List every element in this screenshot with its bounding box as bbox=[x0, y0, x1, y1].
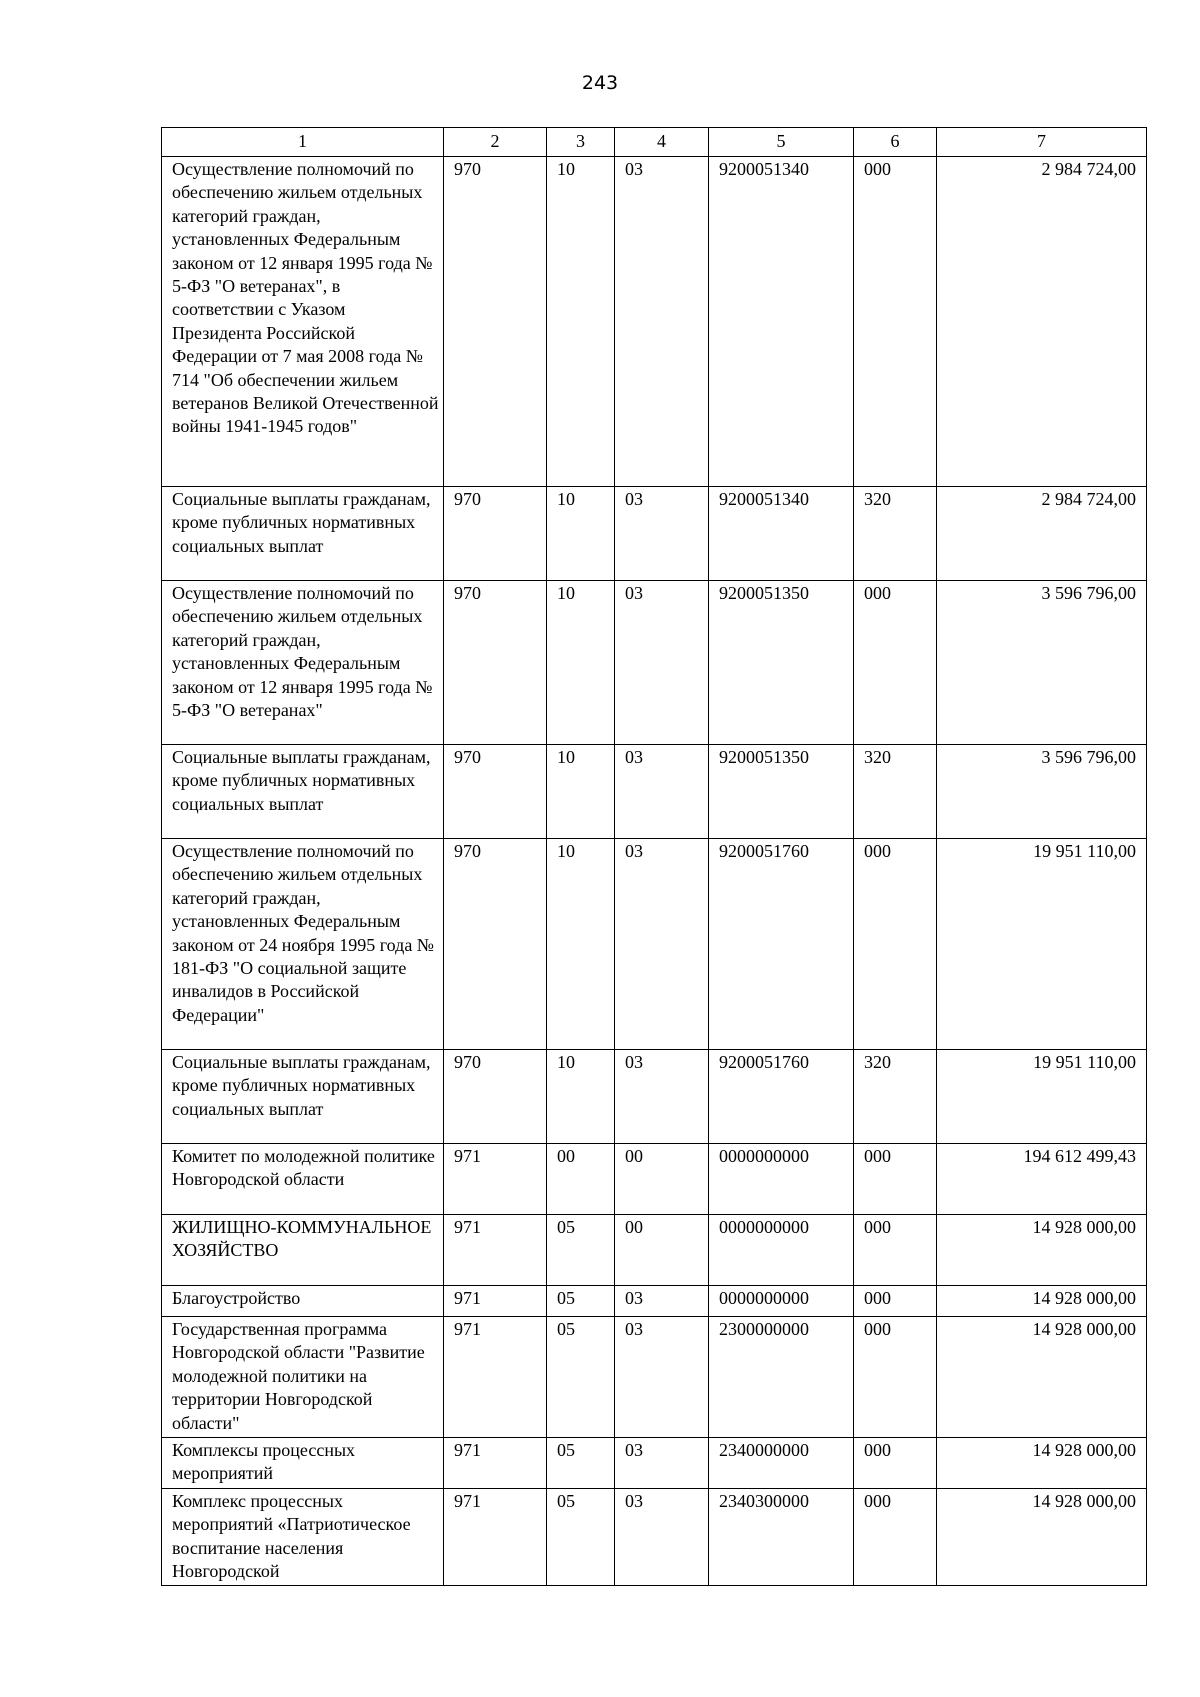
cell-col4: 03 bbox=[615, 581, 709, 745]
cell-col2: 970 bbox=[444, 157, 547, 487]
cell-col5: 9200051760 bbox=[709, 839, 854, 1050]
table-row bbox=[162, 839, 1147, 1050]
cell-col5: 9200051760 bbox=[709, 1050, 854, 1144]
cell-col4: 00 bbox=[615, 1144, 709, 1215]
cell-col2: 970 bbox=[444, 745, 547, 839]
cell-col6: 320 bbox=[854, 745, 937, 839]
cell-col5: 0000000000 bbox=[709, 1286, 854, 1317]
cell-col6: 000 bbox=[854, 1286, 937, 1317]
column-header: 5 bbox=[709, 128, 854, 157]
cell-col2: 971 bbox=[444, 1488, 547, 1586]
cell-col3: 10 bbox=[547, 1050, 615, 1144]
page-number: 243 bbox=[581, 72, 619, 94]
column-header: 3 bbox=[547, 128, 615, 157]
row-name: Социальные выплаты гражданам, кроме публичных нормативных социальных выплат bbox=[162, 1050, 444, 1144]
cell-col5: 9200051350 bbox=[709, 745, 854, 839]
cell-col5: 9200051340 bbox=[709, 157, 854, 487]
cell-col5: 0000000000 bbox=[709, 1215, 854, 1286]
table-row bbox=[162, 487, 1147, 581]
cell-amount: 3 596 796,00 bbox=[937, 745, 1147, 839]
budget-table bbox=[161, 127, 1147, 1586]
table-row bbox=[162, 157, 1147, 487]
cell-col3: 05 bbox=[547, 1215, 615, 1286]
cell-col4: 03 bbox=[615, 157, 709, 487]
cell-col5: 9200051340 bbox=[709, 487, 854, 581]
cell-amount: 14 928 000,00 bbox=[937, 1438, 1147, 1489]
column-header: 1 bbox=[162, 128, 444, 157]
cell-col3: 00 bbox=[547, 1144, 615, 1215]
row-name: ЖИЛИЩНО-КОММУНАЛЬНОЕ ХОЗЯЙСТВО bbox=[162, 1215, 444, 1286]
cell-col2: 971 bbox=[444, 1286, 547, 1317]
table-row bbox=[162, 581, 1147, 745]
row-name: Социальные выплаты гражданам, кроме публичных нормативных социальных выплат bbox=[162, 745, 444, 839]
table-row bbox=[162, 1438, 1147, 1489]
cell-col2: 970 bbox=[444, 839, 547, 1050]
cell-col4: 03 bbox=[615, 839, 709, 1050]
table-row bbox=[162, 1215, 1147, 1286]
row-name: Комитет по молодежной политике Новгородской области bbox=[162, 1144, 444, 1215]
row-name: Государственная программа Новгородской области "Развитие молодежной политики на территории Новгородской области" bbox=[162, 1317, 444, 1438]
cell-col5: 9200051350 bbox=[709, 581, 854, 745]
cell-amount: 2 984 724,00 bbox=[937, 487, 1147, 581]
cell-col3: 10 bbox=[547, 839, 615, 1050]
table-row bbox=[162, 1144, 1147, 1215]
cell-amount: 19 951 110,00 bbox=[937, 839, 1147, 1050]
cell-col6: 000 bbox=[854, 1438, 937, 1489]
row-name: Благоустройство bbox=[162, 1286, 444, 1317]
cell-col2: 971 bbox=[444, 1317, 547, 1438]
table-row bbox=[162, 745, 1147, 839]
cell-col3: 10 bbox=[547, 581, 615, 745]
row-name: Социальные выплаты гражданам, кроме публичных нормативных социальных выплат bbox=[162, 487, 444, 581]
cell-col5: 2340000000 bbox=[709, 1438, 854, 1489]
cell-col2: 971 bbox=[444, 1438, 547, 1489]
row-name: Комплексы процессных мероприятий bbox=[162, 1438, 444, 1489]
cell-col2: 970 bbox=[444, 1050, 547, 1144]
row-name: Комплекс процессных мероприятий «Патриотическое воспитание населения Новгородской bbox=[162, 1488, 444, 1586]
cell-col2: 971 bbox=[444, 1215, 547, 1286]
header-row bbox=[162, 128, 1147, 157]
cell-col3: 05 bbox=[547, 1317, 615, 1438]
cell-col6: 000 bbox=[854, 581, 937, 745]
cell-amount: 19 951 110,00 bbox=[937, 1050, 1147, 1144]
cell-col4: 03 bbox=[615, 1286, 709, 1317]
cell-col3: 10 bbox=[547, 487, 615, 581]
cell-col6: 000 bbox=[854, 1488, 937, 1586]
row-name: Осуществление полномочий по обеспечению жильем отдельных категорий граждан, установленных Федеральным законом от 24 ноября 1995 года № 181-ФЗ "О социальной защите инвалидов в Российской Федерации" bbox=[162, 839, 444, 1050]
column-header: 2 bbox=[444, 128, 547, 157]
cell-col3: 05 bbox=[547, 1488, 615, 1586]
cell-col3: 05 bbox=[547, 1286, 615, 1317]
cell-col4: 03 bbox=[615, 1317, 709, 1438]
table-row bbox=[162, 1286, 1147, 1317]
cell-col6: 320 bbox=[854, 1050, 937, 1144]
table-row bbox=[162, 1488, 1147, 1586]
cell-col6: 000 bbox=[854, 157, 937, 487]
cell-amount: 14 928 000,00 bbox=[937, 1317, 1147, 1438]
cell-col6: 000 bbox=[854, 839, 937, 1050]
cell-col6: 000 bbox=[854, 1317, 937, 1438]
cell-amount: 3 596 796,00 bbox=[937, 581, 1147, 745]
cell-amount: 14 928 000,00 bbox=[937, 1286, 1147, 1317]
cell-amount: 194 612 499,43 bbox=[937, 1144, 1147, 1215]
cell-col4: 00 bbox=[615, 1215, 709, 1286]
row-name: Осуществление полномочий по обеспечению жильем отдельных категорий граждан, установленных Федеральным законом от 12 января 1995 года № 5-ФЗ "О ветеранах" bbox=[162, 581, 444, 745]
cell-amount: 2 984 724,00 bbox=[937, 157, 1147, 487]
table-row bbox=[162, 1050, 1147, 1144]
cell-col4: 03 bbox=[615, 745, 709, 839]
table-row bbox=[162, 1317, 1147, 1438]
cell-col3: 10 bbox=[547, 745, 615, 839]
cell-col2: 970 bbox=[444, 581, 547, 745]
column-header: 7 bbox=[937, 128, 1147, 157]
cell-amount: 14 928 000,00 bbox=[937, 1488, 1147, 1586]
row-name: Осуществление полномочий по обеспечению жильем отдельных категорий граждан, установленных Федеральным законом от 12 января 1995 года № 5-ФЗ "О ветеранах", в соответствии с Указом Президента Российской Федерации от 7 мая 2008 года № 714 "Об обеспечении жильем ветеранов Великой Отечественной войны 1941-1945 годов" bbox=[162, 157, 444, 487]
cell-col2: 970 bbox=[444, 487, 547, 581]
cell-col4: 03 bbox=[615, 487, 709, 581]
cell-col4: 03 bbox=[615, 1050, 709, 1144]
cell-col5: 0000000000 bbox=[709, 1144, 854, 1215]
cell-col5: 2300000000 bbox=[709, 1317, 854, 1438]
cell-col4: 03 bbox=[615, 1488, 709, 1586]
cell-col3: 05 bbox=[547, 1438, 615, 1489]
cell-col6: 320 bbox=[854, 487, 937, 581]
cell-amount: 14 928 000,00 bbox=[937, 1215, 1147, 1286]
cell-col5: 2340300000 bbox=[709, 1488, 854, 1586]
cell-col6: 000 bbox=[854, 1144, 937, 1215]
cell-col2: 971 bbox=[444, 1144, 547, 1215]
cell-col6: 000 bbox=[854, 1215, 937, 1286]
cell-col3: 10 bbox=[547, 157, 615, 487]
cell-col4: 03 bbox=[615, 1438, 709, 1489]
column-header: 6 bbox=[854, 128, 937, 157]
column-header: 4 bbox=[615, 128, 709, 157]
